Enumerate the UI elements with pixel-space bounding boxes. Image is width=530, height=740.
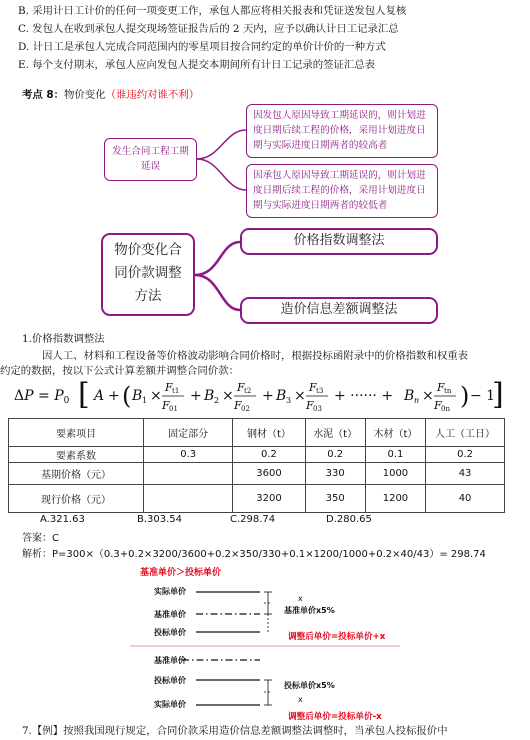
table-cell: 0.2 bbox=[233, 447, 305, 463]
actual-price-label: 实际单价 bbox=[154, 587, 186, 596]
svg-text:0n: 0n bbox=[441, 405, 450, 413]
section-note: （谁违约对谁不利） bbox=[105, 89, 200, 101]
actual-price-label-2: 实际单价 bbox=[154, 700, 186, 709]
svg-text:F: F bbox=[306, 399, 314, 412]
svg-text:+: + bbox=[262, 388, 274, 404]
bid-pct-label: 投标单价x5% bbox=[284, 681, 335, 690]
choice-a: A.321.63 bbox=[40, 514, 85, 525]
svg-text:ΔP = P0: $\Delta P = P_0$ bbox=[14, 388, 70, 406]
base-price-label-2: 基准单价 bbox=[154, 656, 186, 665]
table-cell: 40 bbox=[426, 485, 505, 513]
svg-text:n: n bbox=[414, 396, 420, 405]
table-cell: 基期价格（元） bbox=[9, 463, 144, 485]
svg-text:B: B bbox=[204, 388, 215, 404]
table-header-cell: 水泥（t） bbox=[305, 419, 365, 447]
table-cell: 现行价格（元） bbox=[9, 485, 144, 513]
svg-text:F: F bbox=[309, 381, 317, 394]
svg-text:t1: t1 bbox=[172, 387, 180, 395]
svg-text:F: F bbox=[234, 399, 242, 412]
svg-text:[: [ bbox=[78, 377, 90, 412]
svg-text:t2: t2 bbox=[244, 387, 252, 395]
svg-text:3: 3 bbox=[286, 396, 292, 405]
table-cell: 3600 bbox=[233, 463, 305, 485]
svg-text:×: × bbox=[422, 388, 434, 404]
option-c-text: C. 发包人在收到承包人提交现场签证报告后的 2 天内，应予以确认计日工记录汇总 bbox=[18, 23, 399, 35]
svg-text:(: ( bbox=[122, 382, 132, 410]
table-header-cell: 固定部分 bbox=[143, 419, 233, 447]
table-cell: 0.3 bbox=[143, 447, 233, 463]
contractor-delay-box: 因承包人原因导致工期延误的，则计划进度日期后续工程的价格，采用计划进度日期与实际进度日期两者的较低者 bbox=[246, 164, 438, 218]
svg-text:02: 02 bbox=[241, 405, 250, 413]
answer-text: 答案：C bbox=[22, 533, 59, 544]
adjust-minus-label: 调整后单价=投标单价-x bbox=[288, 712, 382, 722]
svg-text:×: × bbox=[294, 388, 306, 404]
table-cell: 1000 bbox=[365, 463, 425, 485]
table-header-cell: 木材（t） bbox=[365, 419, 425, 447]
choice-b: B.303.54 bbox=[137, 514, 183, 525]
x-label: x bbox=[298, 594, 303, 603]
section-name: 物价变化 bbox=[64, 89, 106, 101]
paragraph-1: 因人工、材料和工程设备等价格波动影响合同价格时，根据投标函附录中的价格指数和权重表 bbox=[42, 350, 469, 362]
delay-main-box: 发生合同工程工期延误 bbox=[104, 138, 197, 181]
table-header-cell: 人工（工日） bbox=[426, 419, 505, 447]
adjust-method-main-box: 物价变化合同价款调整方法 bbox=[101, 233, 195, 316]
svg-text:F: F bbox=[237, 381, 245, 394]
table-cell: 0.2 bbox=[305, 447, 365, 463]
x-label-2: x bbox=[298, 695, 303, 704]
table-cell: 43 bbox=[426, 463, 505, 485]
diagram3-title: 基准单价＞投标单价 bbox=[140, 568, 222, 578]
svg-text:+ ······ +: + ······ + bbox=[334, 388, 394, 404]
sub-heading: 1.价格指数调整法 bbox=[22, 333, 105, 345]
svg-text:F: F bbox=[434, 399, 442, 412]
bid-price-label-2: 投标单价 bbox=[154, 676, 186, 685]
svg-text:B: B bbox=[276, 388, 287, 404]
section-title: 考点 8： bbox=[22, 89, 65, 101]
base-pct-label: 基准单价x5% bbox=[284, 606, 335, 615]
adjust-plus-label: 调整后单价=投标单价+x bbox=[288, 632, 386, 642]
svg-text:1: 1 bbox=[142, 396, 148, 405]
table-cell: 1200 bbox=[365, 485, 425, 513]
svg-text:2: 2 bbox=[214, 396, 220, 405]
svg-text:03: 03 bbox=[313, 405, 322, 413]
base-price-label: 基准单价 bbox=[154, 610, 186, 619]
footer-question bbox=[22, 724, 448, 738]
table-cell: 350 bbox=[305, 485, 365, 513]
table-cell: 330 bbox=[305, 463, 365, 485]
svg-text:A: A bbox=[94, 388, 105, 404]
table-cell: 3200 bbox=[233, 485, 305, 513]
table-header-cell: 钢材（t） bbox=[233, 419, 305, 447]
svg-text:+: + bbox=[108, 388, 120, 404]
choice-d: D.280.65 bbox=[326, 514, 372, 525]
table-header-cell: 要素项目 bbox=[9, 419, 144, 447]
employer-delay-box: 因发包人原因导致工期延误的，则计划进度日期后续工程的价格，采用计划进度日期与实际进度日期两者的较高者 bbox=[246, 104, 438, 158]
choice-c: C.298.74 bbox=[230, 514, 276, 525]
svg-text:t3: t3 bbox=[316, 387, 324, 395]
svg-text:×: × bbox=[150, 388, 162, 404]
svg-text:B: B bbox=[132, 388, 143, 404]
table-cell: 要素系数 bbox=[9, 447, 144, 463]
svg-text:− 1: − 1 bbox=[470, 388, 496, 404]
svg-text:): ) bbox=[460, 382, 470, 410]
svg-text:×: × bbox=[222, 388, 234, 404]
svg-text:B: B bbox=[404, 388, 415, 404]
analysis-text: 解析：P=300×（0.3+0.2×3200/3600+0.2×350/330+0.1×1200/1000+0.2×40/43）= 298.74 bbox=[22, 549, 486, 560]
svg-text:+: + bbox=[190, 388, 202, 404]
option-e-text: E. 每个支付期末，承包人应向发包人提交本期间所有计日工记录的签证汇总表 bbox=[18, 59, 376, 71]
svg-text:01: 01 bbox=[169, 405, 178, 413]
svg-text:tn: tn bbox=[444, 387, 452, 395]
price-index-method-box: 价格指数调整法 bbox=[240, 228, 438, 255]
paragraph-2: 约定的数据，按以下公式计算差额并调整合同价款： bbox=[0, 365, 239, 377]
svg-text:F: F bbox=[165, 381, 173, 394]
price-info-method-box: 造价信息差额调整法 bbox=[240, 297, 438, 324]
bid-price-label: 投标单价 bbox=[154, 628, 186, 637]
footer-text: 7.【例】按照我国现行规定，合同价款采用造价信息差额调整法调整时，当承包人投标报价中 bbox=[22, 725, 448, 737]
table-cell: 0.1 bbox=[365, 447, 425, 463]
option-b-text: B. 采用计日工计价的任何一项变更工作，承包人都应将相关报表和凭证送发包人复核 bbox=[18, 5, 407, 17]
svg-text:]: ] bbox=[492, 377, 504, 412]
table-cell: 0.2 bbox=[426, 447, 505, 463]
option-d-text: D. 计日工是承包人完成合同范围内的零星项目按合同约定的单价计价的一种方式 bbox=[18, 41, 386, 53]
svg-text:F: F bbox=[437, 381, 445, 394]
svg-text:F: F bbox=[162, 399, 170, 412]
